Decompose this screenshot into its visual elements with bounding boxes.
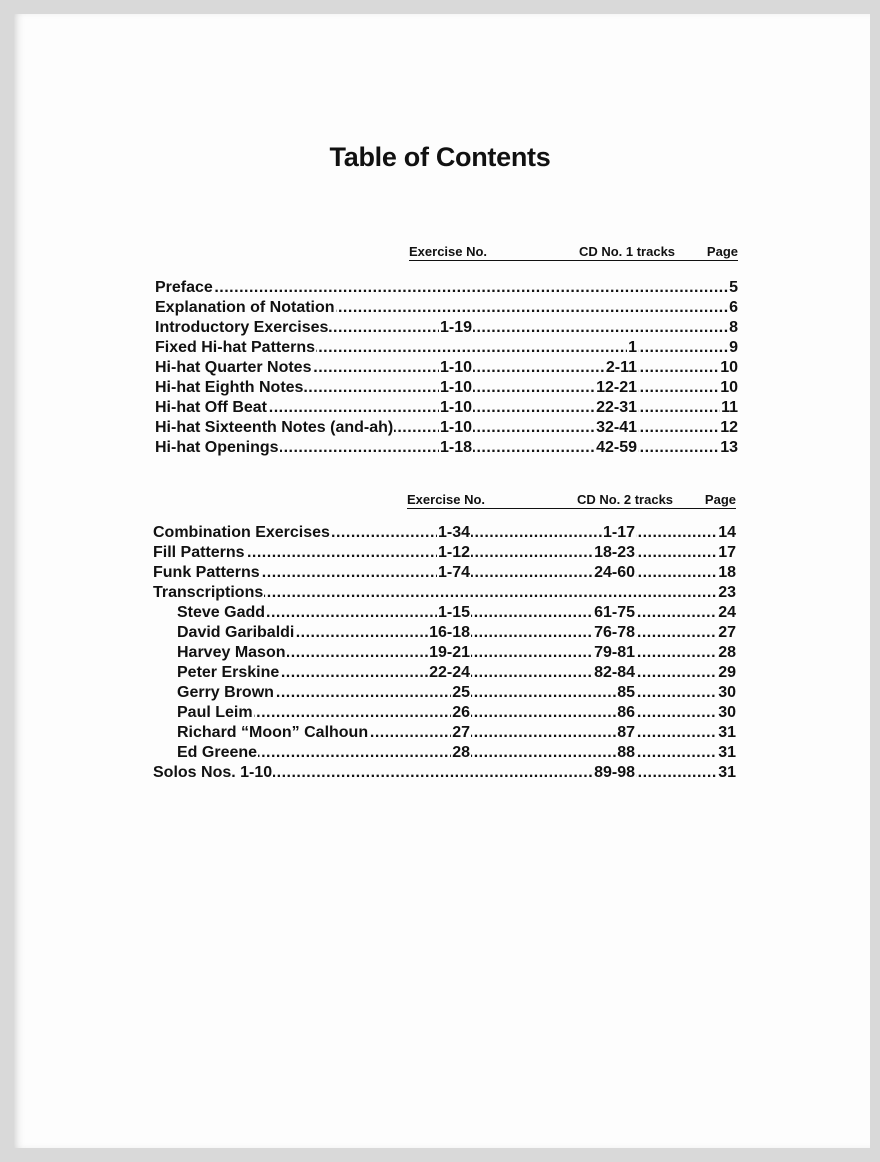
toc-entry [153,583,736,603]
toc-entry-page: 23 [718,584,736,601]
toc-entry-exercise: 1-10 [439,399,472,416]
toc-entry-exercise: 25 [452,684,470,701]
toc-entry [153,763,736,783]
toc-entry-exercise: 1-74 [437,564,470,581]
toc-entry [153,663,736,683]
toc-entry-cd: 61-75 [594,604,635,621]
toc-entry-label: Hi-hat Sixteenth Notes (and-ah) [155,419,394,436]
toc-entry [153,683,736,703]
toc-entry-page: 30 [718,684,736,701]
toc-entry-label: Explanation of Notation [155,299,335,316]
header-page: Page [706,244,738,259]
toc-entry [155,338,738,358]
toc-entry-exercise: 28 [452,744,470,761]
toc-entry-label: Hi-hat Off Beat [155,399,267,416]
toc-entry-cd: 42-59 [596,439,637,456]
toc-entry-page: 10 [720,379,738,396]
toc-entry-page: 11 [721,399,738,416]
toc-entry-cd: 12-21 [596,379,637,396]
toc-entry-exercise: 22-24 [429,664,470,681]
toc-entry-label: Transcriptions [153,584,264,601]
toc-entry-cd: 32-41 [596,419,637,436]
toc-entry-page: 24 [718,604,736,621]
toc-entry [153,643,736,663]
toc-entry-page: 31 [718,724,736,741]
toc-entry-cd: 1-17 [602,524,635,541]
toc-entry-label: Ed Greene [177,744,258,761]
toc-entry-cd: 79-81 [594,644,635,661]
toc-entry-label: Steve Gadd [177,604,266,621]
toc-entry [155,398,738,418]
toc-entry-page: 13 [720,439,738,456]
toc-entry-page: 17 [718,544,736,561]
toc-entry-label: Fixed Hi-hat Patterns [155,339,316,356]
toc-entry [153,703,736,723]
toc-entry-page: 28 [718,644,736,661]
page-title: Table of Contents [329,142,551,172]
dot-leader [155,278,738,298]
toc-entry-exercise: 1-15 [437,604,470,621]
toc-section-1 [155,278,738,458]
toc-entry-label: Funk Patterns [153,564,260,581]
toc-entry [153,543,736,563]
header-cd-tracks: CD No. 2 tracks [576,492,674,507]
toc-entry-page: 18 [718,564,736,581]
toc-entry [155,418,738,438]
header-cd-tracks: CD No. 1 tracks [578,244,676,259]
toc-entry [153,723,736,743]
toc-entry [153,743,736,763]
toc-entry-exercise: 1-10 [439,359,472,376]
toc-entry-label: Harvey Mason [177,644,286,661]
toc-entry-page: 8 [729,319,738,336]
toc-entry-exercise: 1-18 [439,439,472,456]
toc-entry-page: 29 [718,664,736,681]
header-exercise-no: Exercise No. [409,244,488,259]
toc-entry [155,438,738,458]
toc-entry-exercise: 1-10 [439,379,472,396]
toc-entry-exercise: 27 [452,724,470,741]
toc-entry-page: 14 [718,524,736,541]
toc-entry-exercise: 26 [452,704,470,721]
toc-entry-label: Combination Exercises [153,524,330,541]
toc-entry-exercise: 1-34 [437,524,470,541]
toc-entry-exercise: 16-18 [429,624,470,641]
toc-entry-cd: 18-23 [594,544,635,561]
toc-entry-page: 9 [729,339,738,356]
toc-entry-cd: 88 [617,744,635,761]
toc-entry-page: 12 [720,419,738,436]
toc-entry [155,318,738,338]
toc-entry-cd: 87 [617,724,635,741]
section-1-header [409,244,738,261]
toc-entry [155,278,738,298]
toc-entry-cd: 24-60 [594,564,635,581]
header-exercise-no: Exercise No. [407,492,486,507]
toc-entry-page: 5 [729,279,738,296]
toc-entry-exercise: 1-10 [439,419,472,436]
toc-entry [153,603,736,623]
toc-entry-exercise: 1-19 [439,319,472,336]
toc-entry-label: Preface [155,279,213,296]
toc-entry-page: 30 [718,704,736,721]
toc-entry [155,298,738,318]
toc-entry-page: 31 [718,764,736,781]
toc-entry-label: Gerry Brown [177,684,274,701]
toc-entry-label: Hi-hat Openings [155,439,279,456]
toc-entry [155,378,738,398]
toc-entry-label: Paul Leim [177,704,253,721]
toc-entry-exercise: 1-12 [437,544,470,561]
toc-entry [153,523,736,543]
toc-entry-exercise: 19-21 [429,644,470,661]
toc-entry-label: David Garibaldi [177,624,295,641]
toc-entry-label: Hi-hat Eighth Notes [155,379,304,396]
toc-entry-cd: 85 [617,684,635,701]
toc-entry-page: 6 [729,299,738,316]
toc-entry-cd: 86 [617,704,635,721]
toc-entry-cd: 76-78 [594,624,635,641]
toc-entry-label: Solos Nos. 1-10 [153,764,273,781]
toc-entry-page: 27 [718,624,736,641]
toc-entry [155,358,738,378]
toc-entry-label: Richard “Moon” Calhoun [177,724,369,741]
toc-section-2 [153,523,736,783]
header-page: Page [704,492,736,507]
toc-entry-cd: 22-31 [596,399,637,416]
toc-entry-cd: 89-98 [594,764,635,781]
toc-entry-cd: 2-11 [605,359,637,376]
toc-entry [153,623,736,643]
toc-entry-label: Fill Patterns [153,544,245,561]
toc-entry-cd: 1 [628,339,637,356]
toc-entry-label: Hi-hat Quarter Notes [155,359,312,376]
toc-entry-label: Peter Erskine [177,664,280,681]
toc-entry-label: Introductory Exercises [155,319,329,336]
toc-entry [153,563,736,583]
toc-entry-page: 10 [720,359,738,376]
section-2-header [407,492,736,509]
toc-entry-page: 31 [718,744,736,761]
toc-entry-cd: 82-84 [594,664,635,681]
